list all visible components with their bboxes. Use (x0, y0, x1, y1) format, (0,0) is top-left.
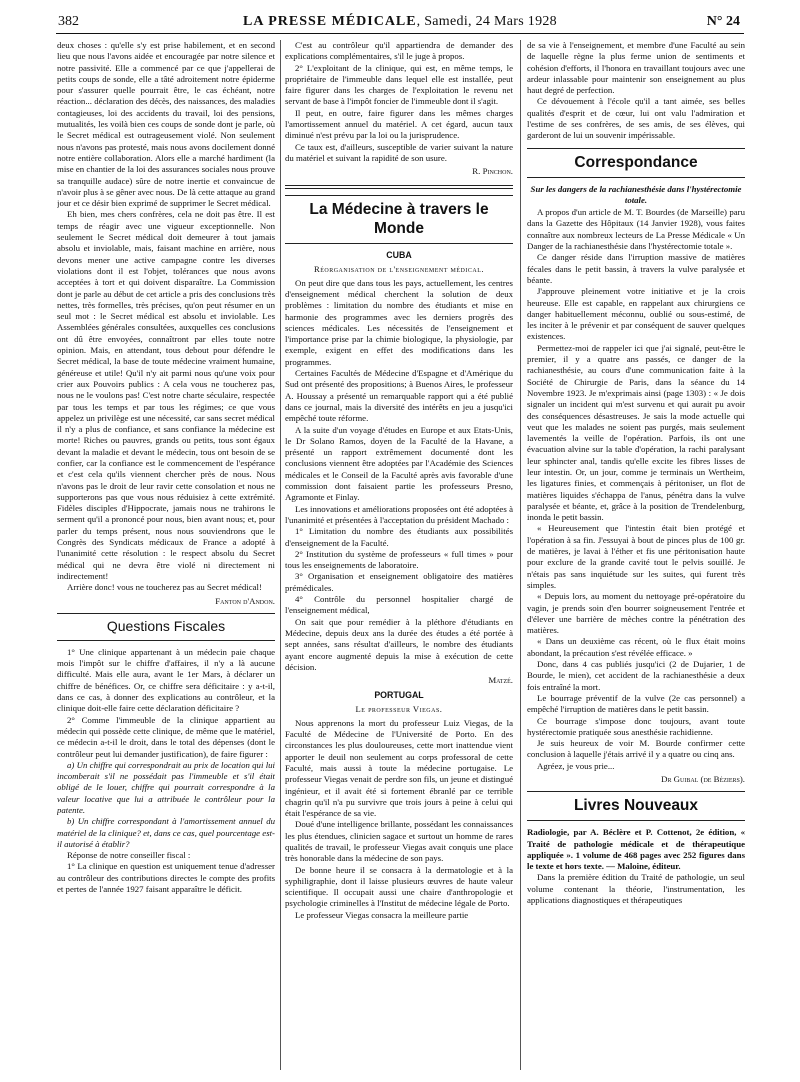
article-paragraph: 2° Institution du système de professeurs « full times » pour tous les enseignements de laboratoire. (285, 548, 513, 571)
article-paragraph: Ce danger réside dans l'irruption massive de matières fécales dans le petit bassin, à travers la vulve paralysée et béante. (527, 252, 745, 285)
page-header (0, 14, 800, 32)
country-heading-cuba: CUBA (386, 250, 412, 261)
article-paragraph: Réponse de notre conseiller fiscal : (67, 850, 191, 861)
article-paragraph: 1° Une clinique appartenant à un médecin paie chaque mois l'impôt sur le chiffre d'affaires, il n'y a là aucune difficulté. Mais elle aura, avant le 1er Mars, à déclarer un chiffre de bénéfices. Or, ce chiffre sera déficitaire : y a-t-il, dans ce cas, à donner des explications au contrôleur, et la clinique doit-elle faire cette déclaration déficitaire ? (57, 646, 275, 714)
article-paragraph: De bonne heure il se consacra à la dermatologie et à la syphiligraphie, dont il laisse plusieurs œuvres de haute valeur scientifique. Il occupait aussi une chaire d'anthropologie et psychologie criminelles à l'Institut de médecine légale de Porto. (285, 864, 513, 909)
article-paragraph: Agréez, je vous prie... (537, 760, 615, 771)
article-paragraph: Le bourrage préventif de la vulve (2e cas personnel) a empêché l'irruption de matières dans le petit bassin. (527, 692, 745, 715)
article-paragraph: 4° Contrôle du personnel hospitalier chargé de l'enseignement médical, (285, 594, 513, 616)
article-paragraph: J'approuve pleinement votre initiative et je la crois heureuse. Elle est capable, en rappelant aux chirurgiens ce danger habituellement méconnu, oublié ou sous-estimé, de les inciter à le prévenir et par conséquent de sauver quelques existences. (527, 286, 745, 342)
article-subheading: Réorganisation de l'enseignement médical. (313, 263, 485, 274)
article-paragraph: Le professeur Viegas consacra la meilleure partie (295, 909, 469, 920)
article-paragraph: C'est au contrôleur qu'il appartiendra de demander des explications complémentaires, s'il le juge à propos. (285, 40, 513, 62)
book-entry: Radiologie, par A. Béclère et P. Cottenot, 2e édition, « Traité de pathologie médicale et de thérapeutique appliquée ». 1 volume de 468 pages avec 252 figures dans le texte et hors texte. — Maloine, éditeur. (527, 827, 745, 872)
portugal-article (285, 718, 513, 921)
page-number: 382 (58, 14, 79, 29)
article-paragraph: Arrière donc! vous ne toucherez pas au Secret médical! (67, 582, 262, 593)
article-signature: Matzé. (488, 675, 513, 686)
section-heading-books: Livres Nouveaux (527, 791, 745, 821)
column-1 (57, 40, 275, 1080)
article-paragraph: deux choses : qu'elle s'y est prise habilement, et en second lieu que nous l'avons aidée et encouragée par notre silence et notre passivité. Elle a commencé par ce que j'appellerai de petits coups de sonde, elle a tâté adroitement notre épiderme pour s'assurer quelle pourrait être, le cas échéant, notre réaction... déclaration des décès, des naissances, des maladies contagieuses, loi des accidents du travail, loi des pensions, mutualités, les voilà bien ces coups de sonde dont je parle, où le Secret médical est outrageusement violé. Non seulement nous n'avons pas protesté, mais nous avons docilement donné notre entière collaboration. Alors elle a marché hardiment (la mise en chantier de la loi des assurances sociales nous prouve sa tranquille audace) sûre de notre inertie et convaincue de n'avoir plus à se gêner avec nous. De là cette attaque au grand jour et ce désir bien exprimé de supprimer le Secret médical. (57, 40, 275, 209)
article-paragraph: Ce dévouement à l'école qu'il a tant aimée, ses belles qualités d'esprit et de cœur, lui ont valu l'admiration et l'estime de ses confrères, de ses amis, de ses élèves, qui garderont de lui un souvenir impérissable. (527, 96, 745, 141)
article-paragraph: Il peut, en outre, faire figurer dans les mêmes charges l'amortissement annuel du matériel. A cet égard, aucun taux diminué n'est prévu par la loi ou la jurisprudence. (285, 107, 513, 141)
article-paragraph: Nous apprenons la mort du professeur Luiz Viegas, de la Faculté de Médecine de l'Université de Porto. En des circonstances les plus douloureuses, cette mort inattendue vient apporter le deuil non seulement au corps professoral de cette Faculté, mais aussi à toute la médecine portugaise. Le professeur Viegas venait de perdre son fils, un jeune et distingué ingénieur, et il avait été si fortement ébranlé par ce terrible chagrin qu'il n'a pu survivre que trois jours à peine à celui qui était l'espérance de sa vie. (285, 717, 513, 819)
journal-name: LA PRESSE MÉDICALE (243, 14, 417, 29)
journal-title (0, 14, 800, 30)
article-paragraph: Ce taux est, d'ailleurs, susceptible de varier suivant la nature du matériel et suivant la rapidité de son usure. (285, 141, 513, 163)
article-paragraph: Certaines Facultés de Médecine d'Espagne et d'Amérique du Sud ont présenté des propositions; à Buenos Aires, le professeur A. Houssay a présenté un remarquable rapport qui a été publié dans ce journal, mais la diversité des intérêts en jeu a jusqu'ici empêché toute réforme. (285, 368, 513, 424)
article-paragraph: Eh bien, mes chers confrères, cela ne doit pas être. Il est temps de réagir avec une vigueur exceptionnelle. Non seulement le Secret médical doit demeurer à tout jamais absolu et inviolable, mais, faisant machine en arrière, nous devons mener une active campagne contre les diverses violations dont il est l'objet, tolérances que nous avons acceptées à tort et qui doivent disparaître. La Commission dont je parle au début de cet article a pris des conclusions très nettes, très formelles, très précises, qu'on peut résumer en un seul mot : le Secret médical est absolu et inviolable. Les Assemblées générales consultées, auxquelles ces conclusions ont dû être envoyées, connaîtront par elles toute notre opinion. Mais, en attendant, tous debout pour défendre le Secret médical, la base de toute médecine vraiment humaine, généreuse et utile! Qu'il n'y ait parmi nous qu'une voix pour crier aux Pouvoirs publics : A cela vous ne toucherez pas, nous ne le voulons pas! C'est notre charte séculaire, respectée par tous les temps et par tous les régimes; ce que vous appelez un privilège est une nécessité, car sans secret médical il n'y a plus de confiance, et sans confiance la médecine est morte! Riches ou pauvres, grands ou petits, tous sont égaux devant la maladie et devant le médecin, tous ont besoin de se confier, car la confiance est le commencement de l'espérance et c'est cela qu'ils viennent chercher près de nous. Nous n'avons pas le droit de leur ravir cette consolation et nous ne supporterons pas que vous nous réduisiez à cette extrémité. Fidèles disciples d'Hippocrate, jamais nous ne trahirons le serment qu'il a prononcé pour nous, bien avant nous; et, pour parler du temps présent, nous nous souviendrons que le Congrès des Syndicats médicaux de France a adopté à l'unanimité cette résolution : le respect absolu du Secret médical qui ne devra être violé ni directement ni indirectement! (57, 209, 275, 581)
section-heading-correspondance: Correspondance (527, 148, 745, 178)
issue-date: , Samedi, 24 Mars 1928 (416, 14, 557, 29)
article-signature: Fanton d'Andon. (215, 595, 275, 606)
portugal-article-continued (527, 40, 745, 142)
article-paragraph: 3° Organisation et enseignement obligatoire des matières prémédicales. (285, 571, 513, 593)
article-subheading: Le professeur Viegas. (355, 703, 443, 714)
column-divider-2 (520, 40, 521, 1070)
header-rule (56, 33, 744, 34)
article-subheading: Sur les dangers de la rachianesthésie dans l'hystérectomie totale. (530, 183, 742, 205)
article-paragraph: Dans la première édition du Traité de pathologie, un seul volume contenant la théorie, l'instrumentation, les applications diagnostiques et thérapeutiques (527, 872, 745, 905)
article-paragraph: Donc, dans 4 cas publiés jusqu'ici (2 de Dujarier, 1 de Bourde, le mien), cet accident de la rachianesthésie a deux fois entraîné la mort. (527, 659, 745, 692)
article-paragraph: Ce bourrage s'impose donc toujours, avant toute hystérectomie pratiquée sous anesthésie rachidienne. (527, 715, 745, 737)
article-paragraph: Doué d'une intelligence brillante, possédant les connaissances les plus étendues, clinicien sagace et surtout un homme de rares qualités de travail, le professeur Viegas avait conquis une place très honorable dans la médecine de son pays. (285, 819, 513, 864)
article-paragraph: b) Un chiffre correspondant à l'amortissement annuel du matériel de la clinique? et, dans ce cas, quel pourcentage est-il autorisé à établir? (57, 816, 275, 849)
issue-number: N° 24 (706, 14, 740, 29)
country-heading-portugal: PORTUGAL (374, 690, 424, 701)
article-paragraph: 1° Limitation du nombre des étudiants aux possibilités d'enseignement de la Faculté. (285, 526, 513, 548)
article-paragraph: a) Un chiffre qui correspondrait au prix de location qui lui incomberait s'il ne possédait pas l'immeuble et s'il était obligé de le louer, chiffre qui pourrait correspondre à la valeur locative que lui a attribuée le contrôleur pour la patente. (57, 759, 275, 815)
article-signature: Dr Guibal (de Béziers). (661, 774, 745, 785)
article-paragraph: « Dans un deuxième cas récent, où le flux était moins abondant, la précaution s'est révélée efficace. » (527, 636, 745, 658)
article-paragraph: de sa vie à l'enseignement, et membre d'une Faculté au sein de laquelle règne la plus ferme union de sentiments et cohésion d'efforts, il l'honora en travaillant toujours avec une ardeur inlassable pour maintenir son enseignement au plus haut degré de perfection. (527, 40, 745, 96)
column-3 (527, 40, 745, 1080)
article-paragraph: On peut dire que dans tous les pays, actuellement, les centres d'enseignement médical cherchent la solution de deux problèmes : limitation du nombre des étudiants et mise en harmonie des programmes avec les derniers progrès des sciences médicales. Les nécessités de l'enseignement et l'importance prise par la chimie biologique, la physiologie, par exemple, exigent en effet des modifications dans les programmes. (285, 277, 513, 367)
correspondance-article (527, 207, 745, 785)
fiscal-article-continued (285, 40, 513, 178)
article-signature: R. Pinchon. (472, 166, 513, 177)
article-paragraph: Les innovations et améliorations proposées ont été adoptées à l'unanimité et présentées à l'acceptation du président Machado : (285, 503, 513, 525)
section-heading-fiscal: Questions Fiscales (57, 613, 275, 641)
fiscal-article (57, 647, 275, 896)
section-heading-world: La Médecine à travers le Monde (285, 195, 513, 245)
article-paragraph: On sait que pour remédier à la pléthore d'étudiants en Médecine, depuis deux ans la durée des études a été portée à sept années, sans résultat d'ailleurs, le nombre des étudiants ayant encore augmenté depuis la mise à exécution de cette décision. (285, 616, 513, 672)
secret-medical-article (57, 40, 275, 607)
article-paragraph: « Heureusement que l'intestin était bien protégé et l'opération à sa fin. J'essuyai à bout de pinces plus de 100 gr. de matières, je lavai à l'éther et fis une péritonisation haute pour exclure de la grande cavité tout le pelvis souillé. Je n'étais pas sans inquiétude sur les suites, qui furent très simples. (527, 523, 745, 590)
article-paragraph: 2° Comme l'immeuble de la clinique appartient au médecin qui possède cette clinique, de même que le matériel, ce médecin a-t-il le droit, dans le total des dépenses (dont le contrôleur peut lui demander justification), de faire figurer : (57, 714, 275, 759)
article-paragraph: A propos d'un article de M. T. Bourdes (de Marseille) paru dans la Gazette des Hôpitaux (14 Janvier 1928), vous faites connaître aux nombreux lecteurs de La Presse Médicale « Un Danger de la rachianesthésie dans l'hystérectomie totale ». (527, 207, 745, 252)
double-rule (285, 185, 513, 189)
article-paragraph: « Depuis lors, au moment du nettoyage pré-opératoire du vagin, je prends soin d'en bourrer soigneusement l'entrée et d'élever une barrière de mèches contre la pénétration des matières. (527, 591, 745, 636)
article-paragraph: A la suite d'un voyage d'études en Europe et aux Etats-Unis, le Dr Solano Ramos, doyen de la Faculté de la Havane, a présenté un rapport extrêmement documenté dont les conclusions viennent être adoptées par l'Académie des Sciences médicales et le Conseil de la Faculté après avis favorable d'une commission dont faisaient partie les professeurs Presno, Agramonte et Finlay. (285, 424, 513, 503)
cuba-article (285, 278, 513, 687)
column-divider-1 (280, 40, 281, 1070)
books-article (527, 827, 745, 906)
article-paragraph: Permettez-moi de rappeler ici que j'ai signalé, peut-être le premier, il y a quatre ans passés, ce danger de la rachianesthésie, au cours d'une communication faite à la Société de Chirurgie de Paris, dans la séance du 14 Novembre 1923. Je m'exprimais ainsi (page 1303) : « Je dois signaler un incident qui m'est survenu et qui aurait pu avoir des conséquences désastreuses. Je sais la mode actuelle qui veut que les malades ne soient pas purgés, mais seulement lavementés la veille de l'opération. Parfois, ils ont une évacuation alvine sur la table d'opération, la rachi paralysant leur sphincter anal, tandis qu'elle excite les fibres lisses de leur intestin. Or, un jour, comme je terminais un Wertheim, les ligatures finies, et commençais à péritoniser, un flot de matières liquides s'échappa de l'anus, pénétra dans la vulve paralysée et béante, et, grâce à la position de Trendelenburg, inonda le petit bassin. (527, 342, 745, 523)
article-paragraph: Je suis heureux de voir M. Bourde confirmer cette conclusion à laquelle j'étais arrivé il y a quatre ou cinq ans. (527, 738, 745, 760)
article-paragraph: 2° L'exploitant de la clinique, qui est, en même temps, le propriétaire de l'immeuble dans lequel elle est installée, peut faire figurer dans les charges de l'exploitation le revenu net servant de base à l'impôt foncier de l'immeuble dont il s'agit. (285, 62, 513, 107)
article-paragraph: 1° La clinique en question est uniquement tenue d'adresser au contrôleur des contributions directes le compte des profits et pertes de l'année 1927 faisant apparaître le déficit. (57, 861, 275, 895)
column-2 (285, 40, 513, 1080)
